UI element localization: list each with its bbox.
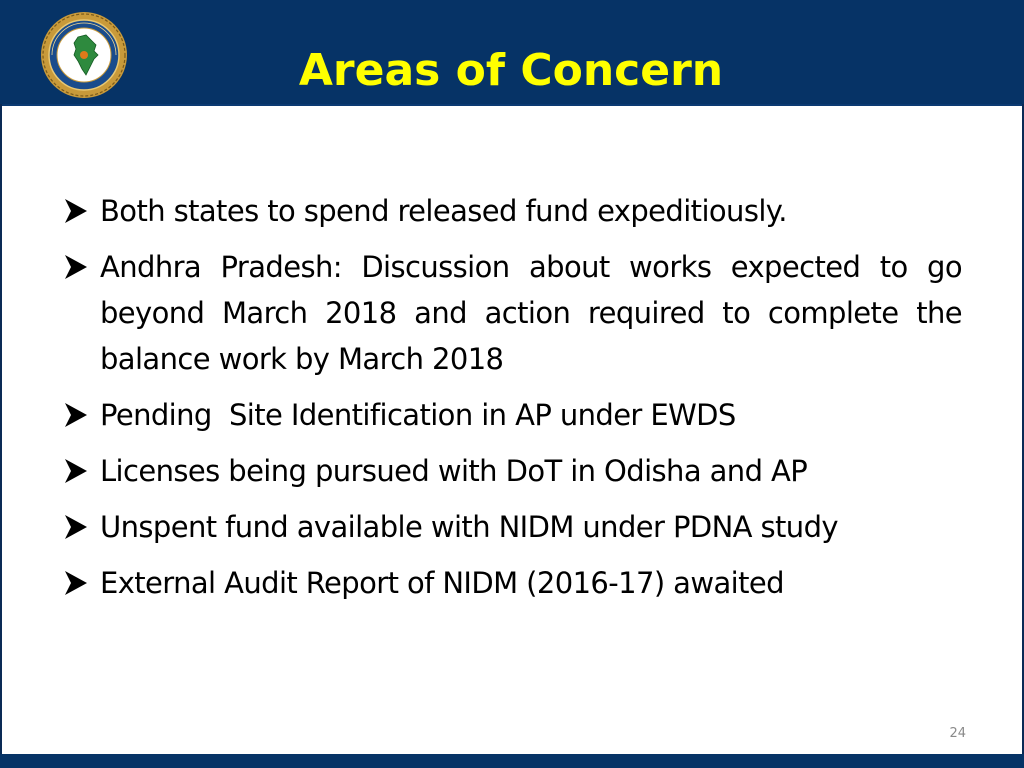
bullet-item [62, 244, 962, 382]
bullet-text: External Audit Report of NIDM (2016-17) awaited [100, 566, 784, 600]
bullet-text: Licenses being pursued with DoT in Odisha and AP [100, 454, 808, 488]
bullet-item [62, 392, 962, 438]
arrowhead-bullet-icon [62, 504, 92, 550]
bullet-item [62, 448, 962, 494]
arrowhead-bullet-icon [62, 560, 92, 606]
slide-header [0, 0, 1024, 106]
footer-bar [0, 754, 1024, 768]
arrowhead-bullet-icon [62, 392, 92, 438]
bullet-list [62, 188, 962, 616]
bullet-text: Andhra Pradesh: Discussion about works expected to go beyond March 2018 and action required to complete the balance work by March 2018 [100, 250, 962, 376]
bullet-item [62, 188, 962, 234]
bullet-text: Pending Site Identification in AP under EWDS [100, 398, 736, 432]
arrowhead-bullet-icon [62, 448, 92, 494]
bullet-item [62, 560, 962, 606]
page-number: 24 [949, 726, 966, 741]
arrowhead-bullet-icon [62, 244, 92, 290]
arrowhead-bullet-icon [62, 188, 92, 234]
bullet-text: Unspent fund available with NIDM under PDNA study [100, 510, 838, 544]
bullet-text: Both states to spend released fund expeditiously. [100, 194, 787, 228]
slide-title: Areas of Concern [298, 45, 724, 96]
left-border [0, 104, 2, 754]
bullet-item [62, 504, 962, 550]
